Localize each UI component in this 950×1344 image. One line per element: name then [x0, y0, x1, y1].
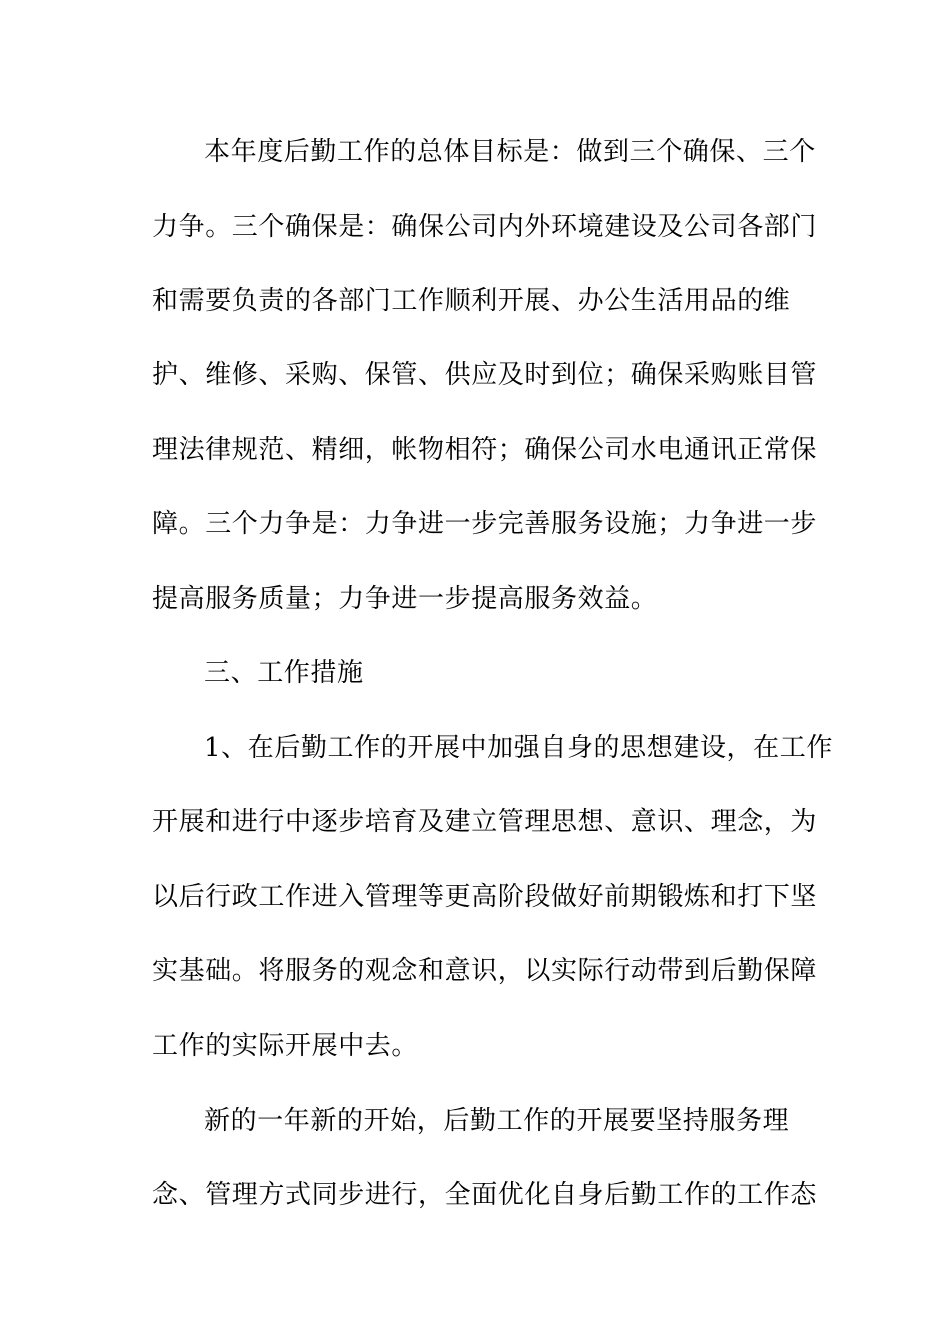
paragraph-3-line-2: 念、管理方式同步进行，全面优化自身后勤工作的工作态	[152, 1180, 818, 1210]
paragraph-2-line-1: 1、在后勤工作的开展中加强自身的思想建设，在工作	[204, 733, 833, 763]
paragraph-1-line-1: 本年度后勤工作的总体目标是：做到三个确保、三个	[204, 137, 816, 167]
paragraph-2-line-4: 实基础。将服务的观念和意识，以实际行动带到后勤保障	[152, 956, 818, 986]
paragraph-1-line-4: 护、维修、采购、保管、供应及时到位；确保采购账目管	[152, 360, 818, 390]
paragraph-1-line-7: 提高服务质量；力争进一步提高服务效益。	[152, 584, 658, 614]
paragraph-1-line-2: 力争。三个确保是：确保公司内外环境建设及公司各部门	[152, 212, 818, 242]
paragraph-2-line-3: 以后行政工作进入管理等更高阶段做好前期锻炼和打下坚	[152, 882, 818, 912]
section-heading: 三、工作措施	[204, 658, 364, 688]
paragraph-3-line-1: 新的一年新的开始，后勤工作的开展要坚持服务理	[204, 1106, 790, 1136]
paragraph-1-line-3: 和需要负责的各部门工作顺利开展、办公生活用品的维	[152, 286, 791, 316]
paragraph-1-line-5: 理法律规范、精细，帐物相符；确保公司水电通讯正常保	[152, 435, 818, 465]
paragraph-1-line-6: 障。三个力争是：力争进一步完善服务设施；力争进一步	[152, 509, 818, 539]
paragraph-2-line-5: 工作的实际开展中去。	[152, 1031, 419, 1061]
paragraph-2-line-2: 开展和进行中逐步培育及建立管理思想、意识、理念，为	[152, 807, 818, 837]
